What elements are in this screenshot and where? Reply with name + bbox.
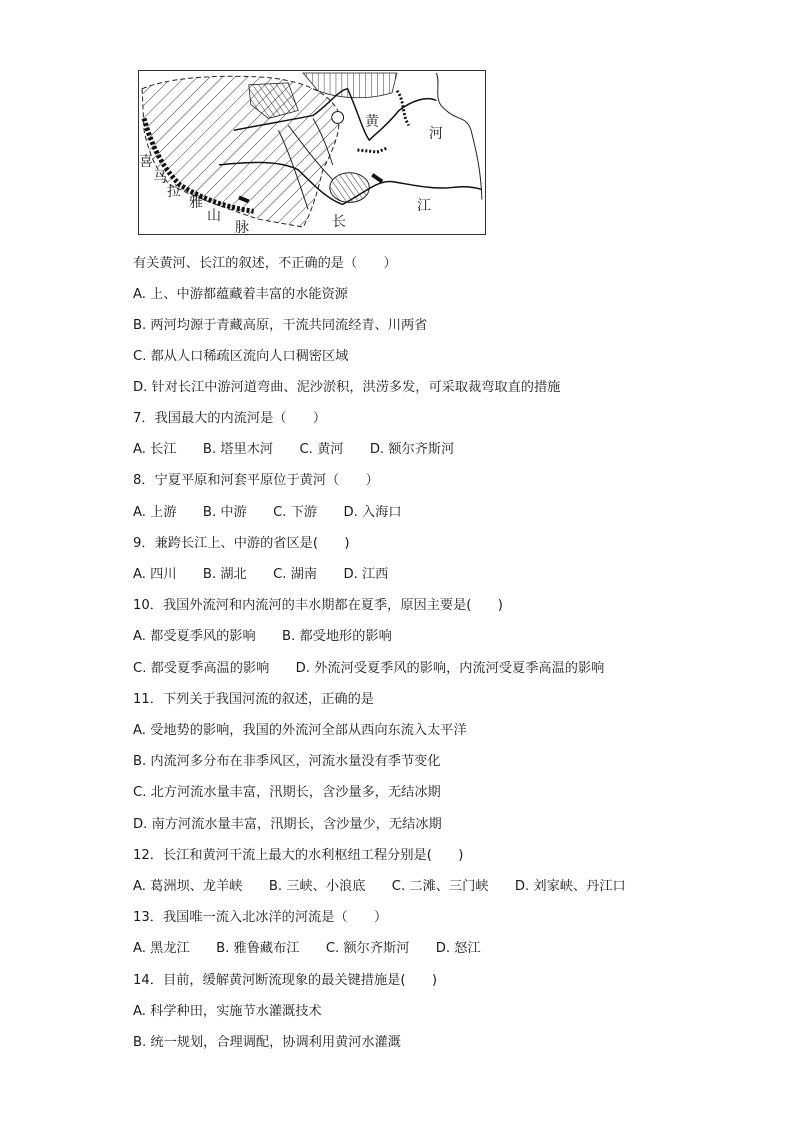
coastline xyxy=(436,73,481,199)
question-9-options: A. 四川 B. 湖北 C. 湖南 D. 江西 xyxy=(133,567,389,582)
question-11-stem: 11．下列关于我国河流的叙述，正确的是 xyxy=(133,692,374,707)
question-13-stem: 13．我国唯一流入北冰洋的河流是（ ） xyxy=(133,910,388,925)
sichuan-basin xyxy=(330,173,370,203)
question-6-option-d: D. 针对长江中游河道弯曲、泥沙淤积，洪涝多发，可采取裁弯取直的措施 xyxy=(133,380,561,395)
question-6-option-b: B. 两河均源于青藏高原，干流共同流经青、川两省 xyxy=(133,318,428,333)
map-label-chang: 长 xyxy=(332,214,346,230)
question-8-options: A. 上游 B. 中游 C. 下游 D. 入海口 xyxy=(133,505,402,520)
map-label-he: 河 xyxy=(429,126,443,142)
question-12-options: A. 葛洲坝、龙羊峡 B. 三峡、小浪底 C. 二滩、三门峡 D. 刘家峡、丹江口 xyxy=(133,879,626,894)
map-label-ma: 马 xyxy=(153,170,167,186)
question-14-option-b: B. 统一规划，合理调配，协调利用黄河水灌溉 xyxy=(133,1035,401,1050)
map-label-jiang: 江 xyxy=(417,198,431,214)
map-label-huang: 黄 xyxy=(365,114,379,130)
plateau-region xyxy=(142,76,339,227)
map-label-mai: 脉 xyxy=(235,220,249,236)
question-12-stem: 12．长江和黄河干流上最大的水利枢纽工程分别是( ) xyxy=(133,848,464,863)
question-14-stem: 14．目前，缓解黄河断流现象的最关键措施是( ) xyxy=(133,973,438,988)
question-11-option-d: D. 南方河流水量丰富，汛期长，含沙量少，无结冰期 xyxy=(133,817,442,832)
question-7-stem: 7．我国最大的内流河是（ ） xyxy=(133,411,327,426)
question-11-option-b: B. 内流河多分布在非季风区，河流水量没有季节变化 xyxy=(133,754,441,769)
map-figure xyxy=(138,70,486,235)
question-10-stem: 10．我国外流河和内流河的丰水期都在夏季，原因主要是( ) xyxy=(133,598,503,613)
question-9-stem: 9．兼跨长江上、中游的省区是( ) xyxy=(133,536,350,551)
question-6-option-a: A. 上、中游都蕴藏着丰富的水能资源 xyxy=(133,287,348,302)
question-14-option-a: A. 科学种田，实施节水灌溉技术 xyxy=(133,1004,322,1019)
map-label-la: 拉 xyxy=(167,184,181,200)
question-6-stem: 有关黄河、长江的叙述，不正确的是（ ） xyxy=(133,256,397,271)
map-label-xi: 喜 xyxy=(139,154,153,170)
question-8-stem: 8．宁夏平原和河套平原位于黄河（ ） xyxy=(133,473,379,488)
map-label-ya: 雅 xyxy=(189,195,203,211)
map-label-shan: 山 xyxy=(207,208,221,224)
question-11-option-c: C. 北方河流水量丰富，汛期长，含沙量多，无结冰期 xyxy=(133,785,441,800)
question-13-options: A. 黑龙江 B. 雅鲁藏布江 C. 额尔齐斯河 D. 怒江 xyxy=(133,941,481,956)
question-7-options: A. 长江 B. 塔里木河 C. 黄河 D. 额尔齐斯河 xyxy=(133,442,455,457)
question-6-option-c: C. 都从人口稀疏区流向人口稠密区域 xyxy=(133,349,349,364)
question-10-options-ab: A. 都受夏季风的影响 B. 都受地形的影响 xyxy=(133,629,392,644)
question-11-option-a: A. 受地势的影响，我国的外流河全部从西向东流入太平洋 xyxy=(133,723,467,738)
question-10-options-cd: C. 都受夏季高温的影响 D. 外流河受夏季风的影响，内流河受夏季高温的影响 xyxy=(133,661,605,676)
